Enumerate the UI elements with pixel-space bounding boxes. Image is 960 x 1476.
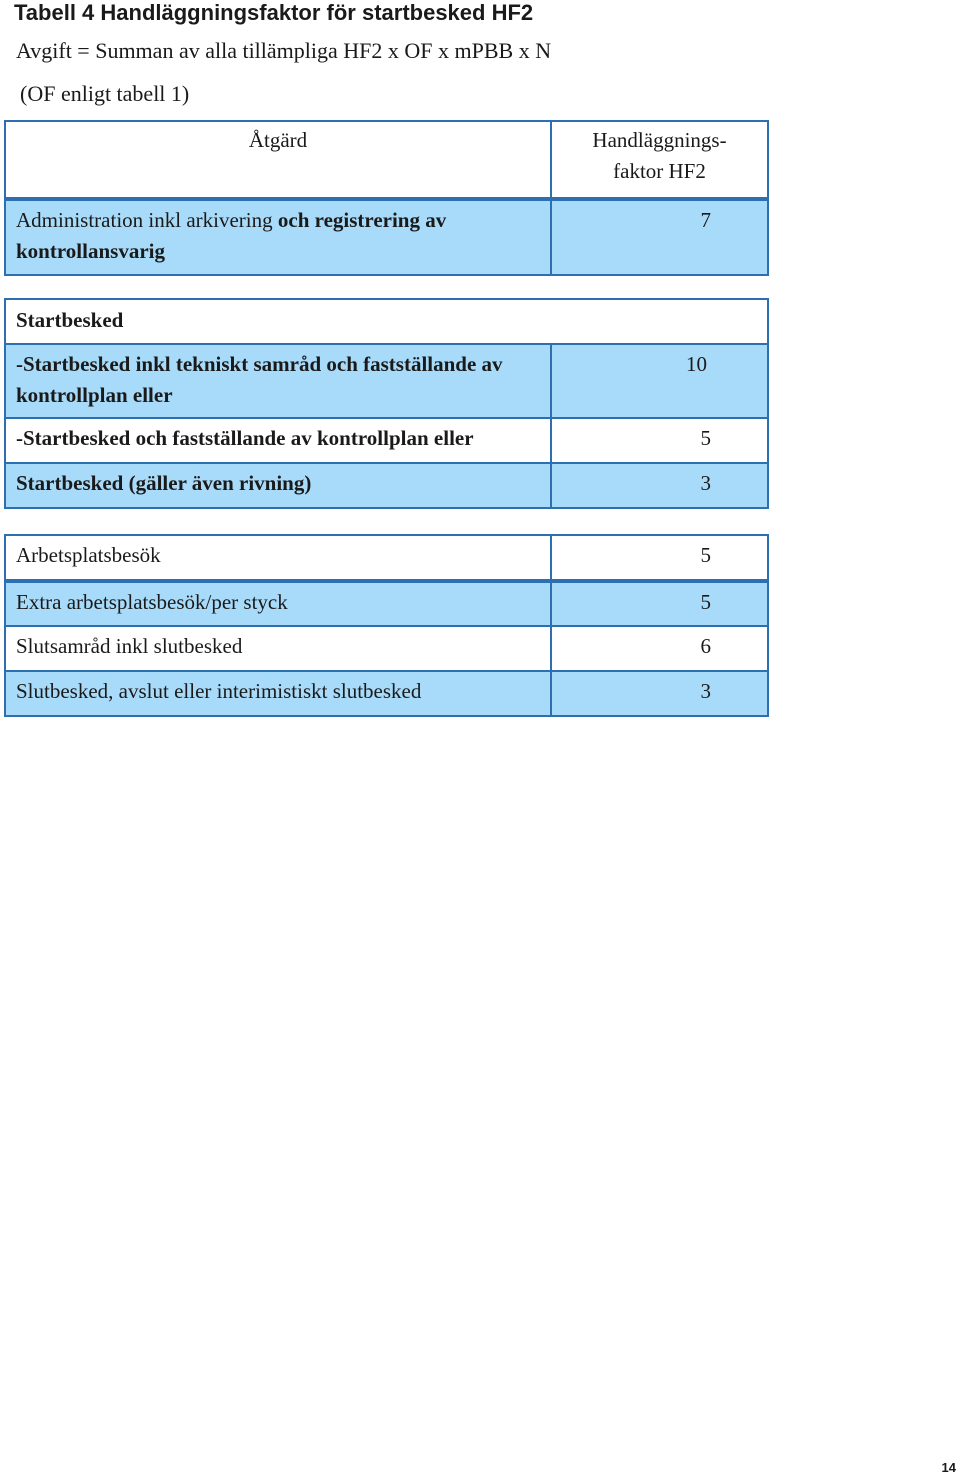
table-row	[5, 671, 768, 716]
row-value: 6	[551, 626, 768, 671]
table-row	[5, 344, 768, 418]
table-visits	[4, 534, 769, 717]
row-value: 5	[551, 418, 768, 463]
section-label: Startbesked	[5, 299, 768, 344]
row-label	[5, 199, 551, 275]
row-value: 3	[551, 463, 768, 508]
table-row	[5, 418, 768, 463]
header-factor-line1: Handläggnings-	[592, 128, 727, 152]
row-label: Slutbesked, avslut eller interimistiskt slutbesked	[5, 671, 551, 716]
row-label-bold: och registrering av kontrollansvarig	[16, 208, 447, 263]
row-label: Arbetsplatsbesök	[5, 535, 551, 581]
row-label: Slutsamråd inkl slutbesked	[5, 626, 551, 671]
row-value: 5	[551, 535, 768, 581]
table-row	[5, 581, 768, 626]
row-value: 7	[551, 199, 768, 275]
row-label-normal: Administration inkl arkivering	[16, 208, 273, 232]
table-startbesked	[4, 298, 769, 509]
table-title: Tabell 4 Handläggningsfaktor för startbesked HF2	[14, 0, 534, 25]
of-note: (OF enligt tabell 1)	[20, 81, 190, 106]
header-action: Åtgärd	[5, 121, 551, 199]
table-row	[5, 626, 768, 671]
fee-formula: Avgift = Summan av alla tillämpliga HF2 x OF x mPBB x N	[16, 38, 552, 63]
header-factor	[551, 121, 768, 199]
row-value: 10	[551, 344, 768, 418]
page-number: 14	[941, 1460, 956, 1475]
table-row	[5, 463, 768, 508]
row-value: 3	[551, 671, 768, 716]
table-row	[5, 535, 768, 581]
table-header-row	[5, 121, 768, 199]
table-administration	[4, 120, 769, 276]
row-label: -Startbesked och fastställande av kontrollplan eller	[5, 418, 551, 463]
section-row	[5, 299, 768, 344]
header-factor-line2: faktor HF2	[613, 159, 706, 183]
row-label: Extra arbetsplatsbesök/per styck	[5, 581, 551, 626]
row-value: 5	[551, 581, 768, 626]
row-label: -Startbesked inkl tekniskt samråd och fastställande av kontrollplan eller	[5, 344, 551, 418]
table-row	[5, 199, 768, 275]
row-label: Startbesked (gäller även rivning)	[5, 463, 551, 508]
